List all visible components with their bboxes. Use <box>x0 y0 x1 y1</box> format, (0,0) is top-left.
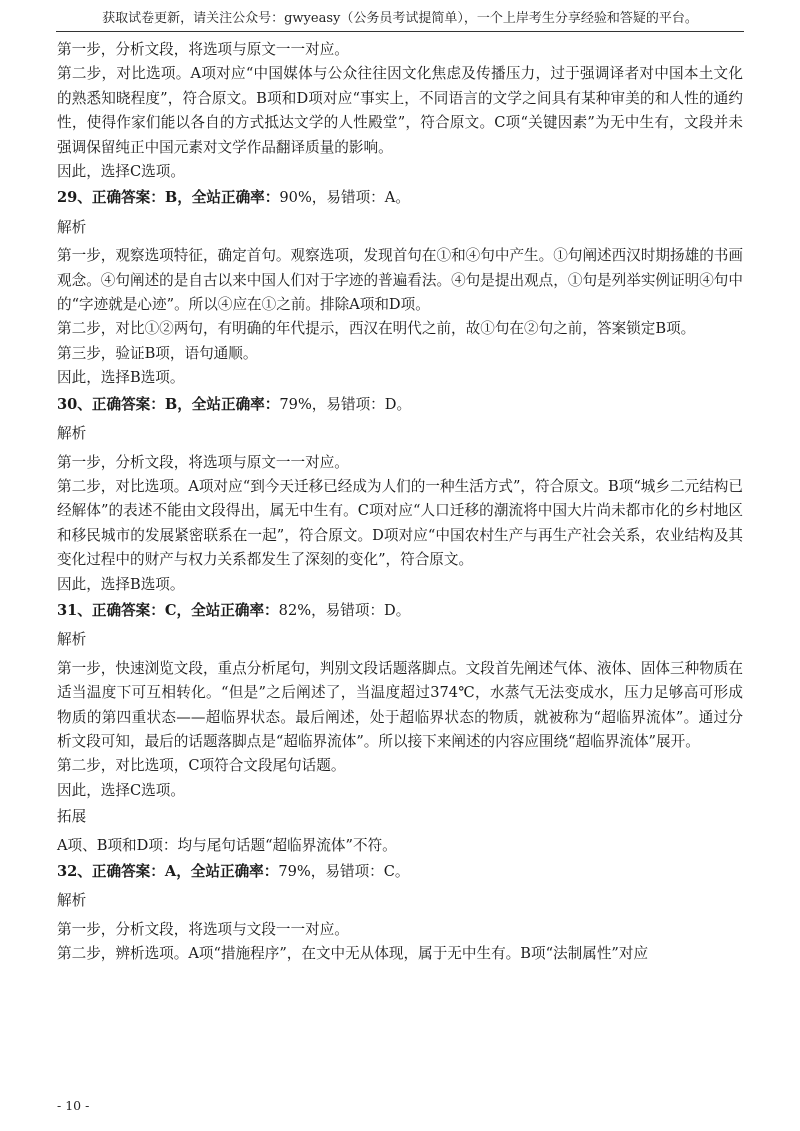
paragraph: 因此，选择B选项。 <box>57 575 185 593</box>
paragraph: 第三步，验证B项，语句通顺。 <box>57 344 258 362</box>
answer-heading <box>57 597 743 626</box>
header-divider <box>56 31 744 32</box>
paragraph: 第二步，对比选项，C项符合文段尾句话题。 <box>57 757 346 775</box>
answer-heading-stats: 79%，易错项：D。 <box>279 395 412 413</box>
paragraph: 因此，选择C选项。 <box>57 781 185 799</box>
paragraph: 第一步，分析文段，将选项与原文一一对应。 <box>57 41 349 58</box>
answer-heading-stats: 79%，易错项：C。 <box>278 863 410 880</box>
paragraph: 第二步，辨析选项。A项“措施程序”，在文中无从体现，属于无中生有。B项“法制属性”对应 <box>57 945 649 963</box>
answer-heading-label: 31、正确答案：C，全站正确率： <box>57 601 279 619</box>
answer-heading <box>57 858 743 887</box>
paragraph: 第一步，分析文段，将选项与文段一一对应。 <box>57 920 349 938</box>
answer-heading-label: 30、正确答案：B，全站正确率： <box>57 395 280 413</box>
section-label: 解析 <box>57 425 87 443</box>
paragraph: 第一步，快速浏览文段，重点分析尾句，判别文段话题落脚点。文段首先阐述气体、液体、固体三种物质在适当温度下可互相转化。“但是”之后阐述了，当温度超过374℃，水蒸气无法变成水，压力足够高可形成物质的第四重状态——超临界状态。最后阐述，处于超临界状态的物质，就被称为“超临界流体”。通过分析文段可知，最后的话题落脚点是“超临界流体”。所以接下来阐述的内容应围绕“超临界流体”展开。 <box>57 659 743 750</box>
section-label: 解析 <box>57 218 87 236</box>
paragraph: 第二步，对比选项。A项对应“中国媒体与公众往往因文化焦虑及传播压力，过于强调译者对中国本土文化的熟悉知晓程度”，符合原文。B项和D项对应“事实上，不同语言的文学之间具有某种审美的和人性的通约性，使得作家们能以各自的方式抵达文学的人性殿堂”，符合原文。C项“关键因素”为无中生有，文段并未强调保留纯正中国元素对文学作品翻译质量的影响。 <box>57 65 743 156</box>
answer-heading-label: 32、正确答案：A，全站正确率： <box>57 863 279 880</box>
answer-heading-stats: 90%，易错项：A。 <box>279 189 410 207</box>
paragraph: 第二步，对比选项。A项对应“到今天迁移已经成为人们的一种生活方式”，符合原文。B项“城乡二元结构已经解体”的表述不能由文段得出，属无中生有。C项对应“人口迁移的潮流将中国大片尚未都市化的乡村地区和移民城市的发展紧密联系在一起”，符合原文。D项对应“中国农村生产与再生产社会关系，农业结构及其变化过程中的财产与权力关系都发生了深刻的变化”，符合原文。 <box>57 477 743 569</box>
page-header: 获取试卷更新，请关注公众号：gwyeasy（公务员考试提简单），一个上岸考生分享经验和答疑的平台。 <box>102 11 698 26</box>
section-label: 拓展 <box>57 808 87 826</box>
answer-heading <box>57 184 743 213</box>
section-label: 解析 <box>57 631 87 649</box>
paragraph: 第二步，对比①②两句，有明确的年代提示，西汉在明代之前，故①句在②句之前，答案锁定B项。 <box>57 320 696 338</box>
paragraph: 因此，选择B选项。 <box>57 369 185 387</box>
document-body <box>57 38 743 967</box>
answer-heading-label: 29、正确答案：B，全站正确率： <box>57 189 280 207</box>
page-number: - 10 - <box>57 1098 90 1113</box>
section-label: 解析 <box>57 892 87 910</box>
paragraph: A项、B项和D项：均与尾句话题“超临界流体”不符。 <box>57 836 397 854</box>
paragraph: 第一步，观察选项特征，确定首句。观察选项，发现首句在①和④句中产生。①句阐述西汉时期扬雄的书画观念。④句阐述的是自古以来中国人们对于字迹的普遍看法。④句是提出观点，①句是列举实例证明④句中的“字迹就是心迹”。所以④应在①之前。排除A项和D项。 <box>57 247 743 314</box>
answer-heading-stats: 82%，易错项：D。 <box>278 601 411 619</box>
answer-heading <box>57 391 743 420</box>
paragraph: 因此，选择C选项。 <box>57 163 185 181</box>
paragraph: 第一步，分析文段，将选项与原文一一对应。 <box>57 453 349 471</box>
